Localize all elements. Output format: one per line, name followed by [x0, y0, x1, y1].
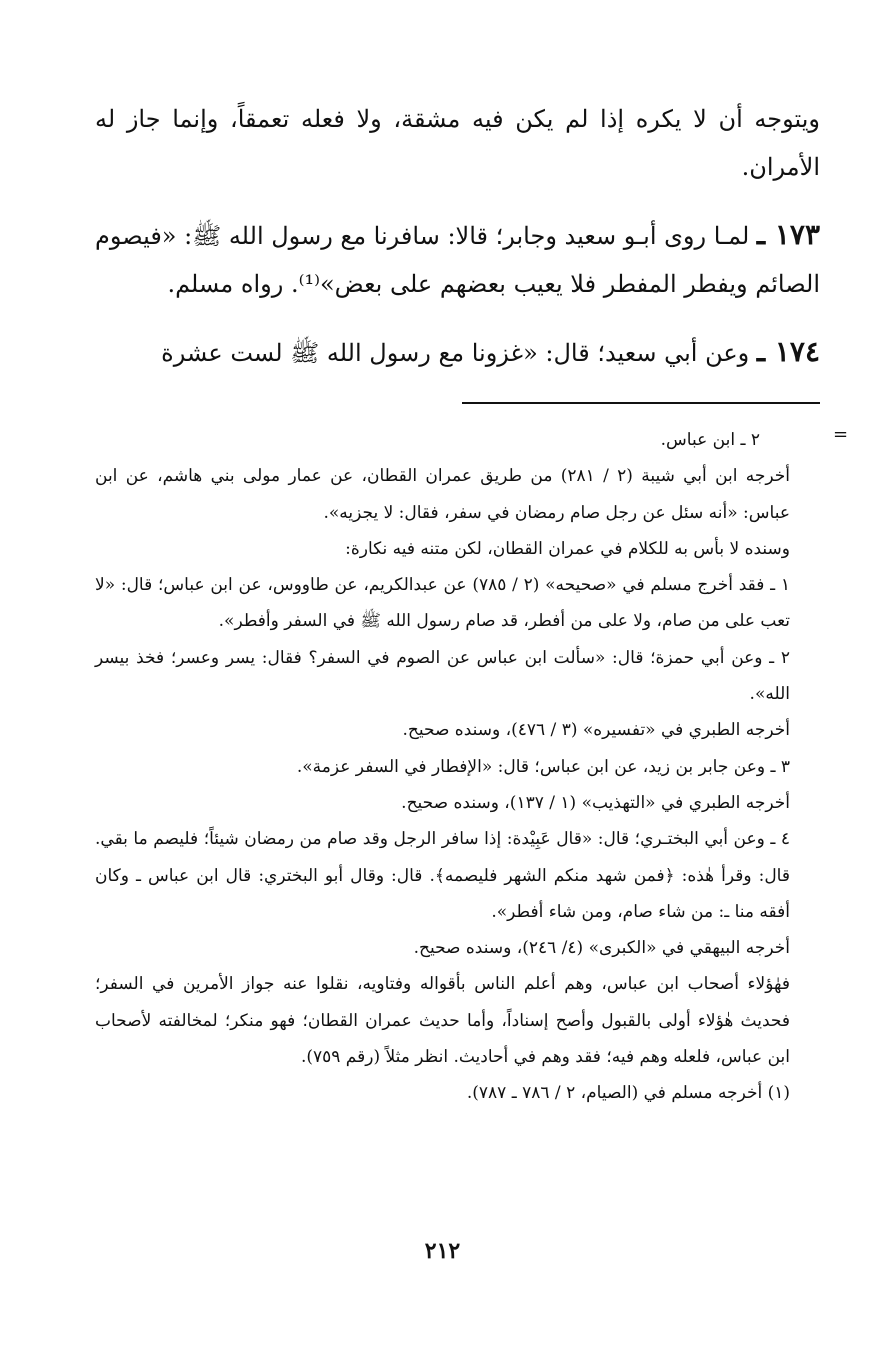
- hadith-text: لمـا روى أبـو سعيد وجابر؛ قالا: سافرنا مع رسول الله ﷺ: «فيصوم الصائم ويفطر المفطر فلا يعيب بعضهم على بعض»⁽¹⁾. رواه مسلم.: [95, 222, 820, 298]
- main-paragraph: ويتوجه أن لا يكره إذا لم يكن فيه مشقة، ولا فعله تعمقاً، وإنما جاز له الأمران.: [95, 105, 820, 181]
- footnote-line: ١ ـ فقد أخرج مسلم في «صحيحه» (٢ / ٧٨٥) عن عبدالكريم، عن طاووس، عن ابن عباس؛ قال: «لا تعب على من صام، ولا على من أفطر، قد صام رسول الله ﷺ في السفر وأفطر».: [95, 575, 790, 632]
- hadith-number: ١٧٤ ـ: [756, 335, 820, 368]
- footnote-line: أخرجه الطبري في «تفسيره» (٣ / ٤٧٦)، وسنده صحيح.: [402, 720, 790, 741]
- footnote-line: ٢ ـ وعن أبي حمزة؛ قال: «سألت ابن عباس عن الصوم في السفر؟ فقال: يسر وعسر؛ فخذ بيسر الله».: [95, 647, 790, 705]
- main-text: [95, 95, 820, 377]
- footnote-divider: [462, 402, 820, 404]
- page-number: ٢١٢: [424, 1238, 461, 1264]
- footnotes: [95, 422, 820, 1112]
- footnote-line: (١) أخرجه مسلم في (الصيام، ٢ / ٧٨٦ ـ ٧٨٧).: [466, 1083, 790, 1104]
- continuation-mark: =: [833, 424, 849, 445]
- footnote-line: فهٰؤلاء أصحاب ابن عباس، وهم أعلم الناس بأقواله وفتاويه، نقلوا عنه جواز الأمرين في السفر؛ فحديث هٰؤلاء أولى بالقبول وأصح إسناداً، وأما حديث عمران القطان؛ فهو منكر؛ لمخالفته لأصحاب ابن عباس، فلعله وهم فيه؛ فقد وهم في أحاديث. انظر مثلاً (رقم ٧٥٩).: [95, 974, 790, 1068]
- footnote-line: ٣ ـ وعن جابر بن زيد، عن ابن عباس؛ قال: «الإفطار في السفر عزمة».: [296, 756, 790, 777]
- hadith-text: وعن أبي سعيد؛ قال: «غزونا مع رسول الله ﷺ لست عشرة: [161, 339, 750, 367]
- hadith-174: [95, 328, 820, 377]
- footnote-line: أخرجه ابن أبي شيبة (٢ / ٢٨١) من طريق عمران القطان، عن عمار مولى بني هاشم، عن ابن عباس: «أنه سئل عن رجل صام رمضان في سفر، فقال: لا يجزيه».: [95, 466, 791, 523]
- footnote-line: ٢ ـ ابن عباس.: [660, 430, 760, 450]
- footnote-line: أخرجه البيهقي في «الكبرى» (٤/ ٢٤٦)، وسنده صحيح.: [413, 938, 790, 959]
- footnote-line: ٤ ـ وعن أبي البختـري؛ قال: «قال عَبِيْدة: إذا سافر الرجل وقد صام من رمضان شيئاً؛ فليصم ما بقي. قال: وقرأ هٰذه: ﴿فمن شهد منكم الشهر فليصمه﴾. قال: وقال أبو البختري: قال ابن عباس ـ وكان أفقه منا ـ: من شاء صام، ومن شاء أفطر».: [95, 829, 790, 922]
- footnote-line: وسنده لا بأس به للكلام في عمران القطان، لكن متنه فيه نكارة:: [345, 538, 790, 559]
- hadith-number: ١٧٣ ـ: [756, 218, 820, 251]
- footnote-line: أخرجه الطبري في «التهذيب» (١ / ١٣٧)، وسنده صحيح.: [401, 792, 790, 813]
- hadith-173: [95, 211, 820, 308]
